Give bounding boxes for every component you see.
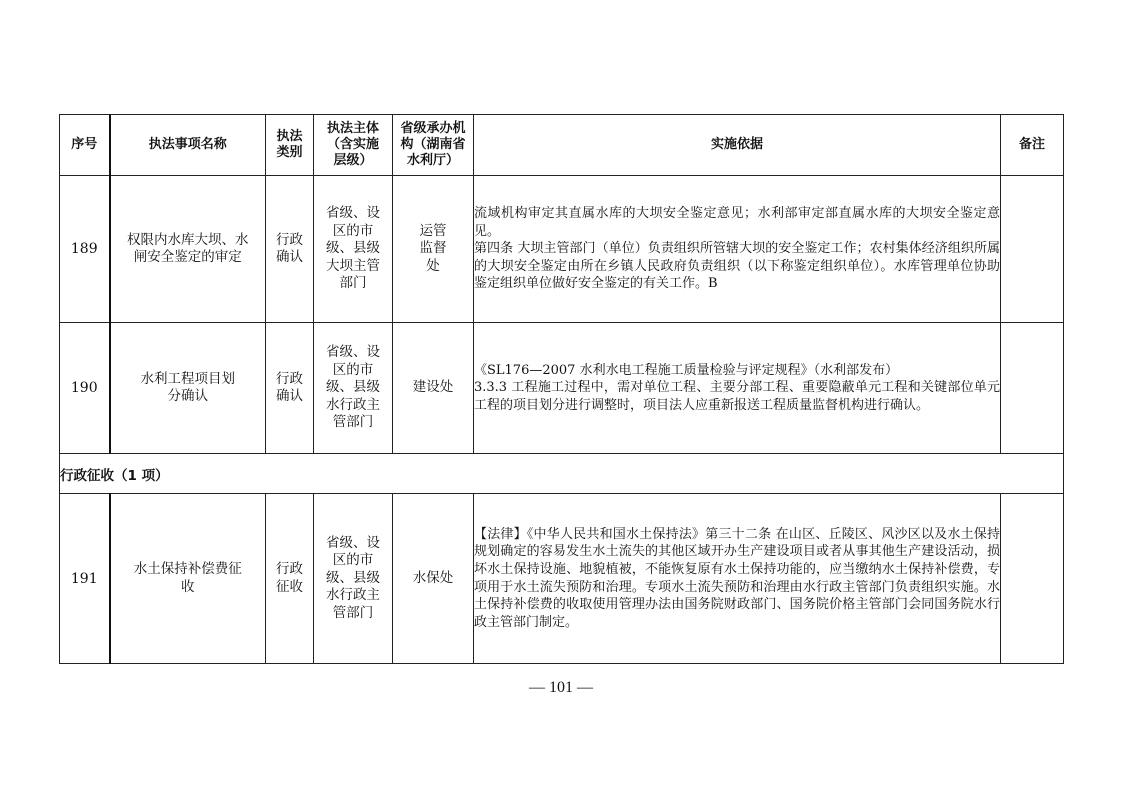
row-index: 191 xyxy=(60,494,110,664)
header-category-text: 执法类别 xyxy=(276,129,303,160)
basis-paragraph: 《SL176—2007 水利水电工程施工质量检验与评定规程》（水利部发布） xyxy=(474,362,899,378)
row-provincial-org xyxy=(393,176,474,323)
header-provincial-org xyxy=(393,115,474,176)
row-remarks xyxy=(1001,494,1064,664)
row-category xyxy=(266,176,314,323)
row-index: 190 xyxy=(60,323,110,454)
header-item-name: 执法事项名称 xyxy=(110,115,266,176)
header-category xyxy=(266,115,314,176)
enforcement-items-table xyxy=(59,114,1064,664)
header-subject-text: 执法主体（含实施层级） xyxy=(326,121,379,168)
section-row xyxy=(60,454,1064,494)
row-subject-text: 省级、设区的市级、县级大坝主管部门 xyxy=(326,205,380,292)
row-provincial-org: 水保处 xyxy=(393,494,474,664)
row-subject-text: 省级、设区的市级、县级水行政主管部门 xyxy=(326,534,380,621)
row-category xyxy=(266,323,314,454)
header-basis: 实施依据 xyxy=(474,115,1001,176)
header-remarks: 备注 xyxy=(1001,115,1064,176)
row-category-text: 行政确认 xyxy=(276,370,303,404)
basis-paragraph: 【法律】《中华人民共和国水土保持法》第三十二条 在山区、丘陵区、风沙区以及水土保持规划确定的容易发生水土流失的其他区域开办生产建设项目或者从事其他生产建设活动，损坏水土保持设施、地貌植被，不能恢复原有水土保持功能的，应当缴纳水土保持补偿费，专项用于水土流失预防和治理。专项水土流失预防和治理由水行政主管部门负责组织实施。水土保持补偿费的收取使用管理办法由国务院财政部门、国务院价格主管部门会同国务院水行政主管部门制定。 xyxy=(474,526,1000,630)
row-category-text: 行政征收 xyxy=(276,561,303,595)
basis-paragraph: 3.3.3 工程施工过程中，需对单位工程、主要分部工程、重要隐蔽单元工程和关键部位单元工程的项目划分进行调整时，项目法人应重新报送工程质量监督机构进行确认。 xyxy=(474,380,1000,413)
row-basis xyxy=(474,494,1001,664)
row-subject xyxy=(314,176,393,323)
row-index: 189 xyxy=(60,176,110,323)
row-subject xyxy=(314,494,393,664)
row-provincial-org: 建设处 xyxy=(393,323,474,454)
row-item-name xyxy=(110,323,266,454)
header-index: 序号 xyxy=(60,115,110,176)
row-item-name-text: 权限内水库大坝、水闸安全鉴定的审定 xyxy=(126,231,249,265)
table-row xyxy=(60,323,1064,454)
table-header-row xyxy=(60,115,1064,176)
table-row xyxy=(60,176,1064,323)
row-category-text: 行政确认 xyxy=(276,231,303,265)
row-item-name xyxy=(110,176,266,323)
row-provincial-org-text: 运管监督处 xyxy=(419,222,447,274)
row-item-name-text: 水土保持补偿费征收 xyxy=(133,561,242,595)
row-remarks xyxy=(1001,176,1064,323)
basis-paragraph: 第四条 大坝主管部门（单位）负责组织所管辖大坝的安全鉴定工作；农村集体经济组织所属的大坝安全鉴定由所在乡镇人民政府负责组织（以下称鉴定组织单位）。水库管理单位协助鉴定组织单位做好安全鉴定的有关工作。B xyxy=(474,241,1000,292)
header-provincial-org-text: 省级承办机构（湖南省水利厅） xyxy=(400,121,466,168)
row-subject-text: 省级、设区的市级、县级水行政主管部门 xyxy=(326,344,380,431)
row-basis xyxy=(474,323,1001,454)
row-subject xyxy=(314,323,393,454)
table-row xyxy=(60,494,1064,664)
row-remarks xyxy=(1001,323,1064,454)
page-number: — 101 — xyxy=(529,679,593,696)
header-subject xyxy=(314,115,393,176)
row-item-name xyxy=(110,494,266,664)
section-title: 行政征收（1 项） xyxy=(60,454,1064,494)
row-item-name-text: 水利工程项目划分确认 xyxy=(140,370,235,404)
row-basis xyxy=(474,176,1001,323)
row-category xyxy=(266,494,314,664)
basis-paragraph: 流域机构审定其直属水库的大坝安全鉴定意见；水利部审定部直属水库的大坝安全鉴定意见。 xyxy=(474,206,1000,239)
